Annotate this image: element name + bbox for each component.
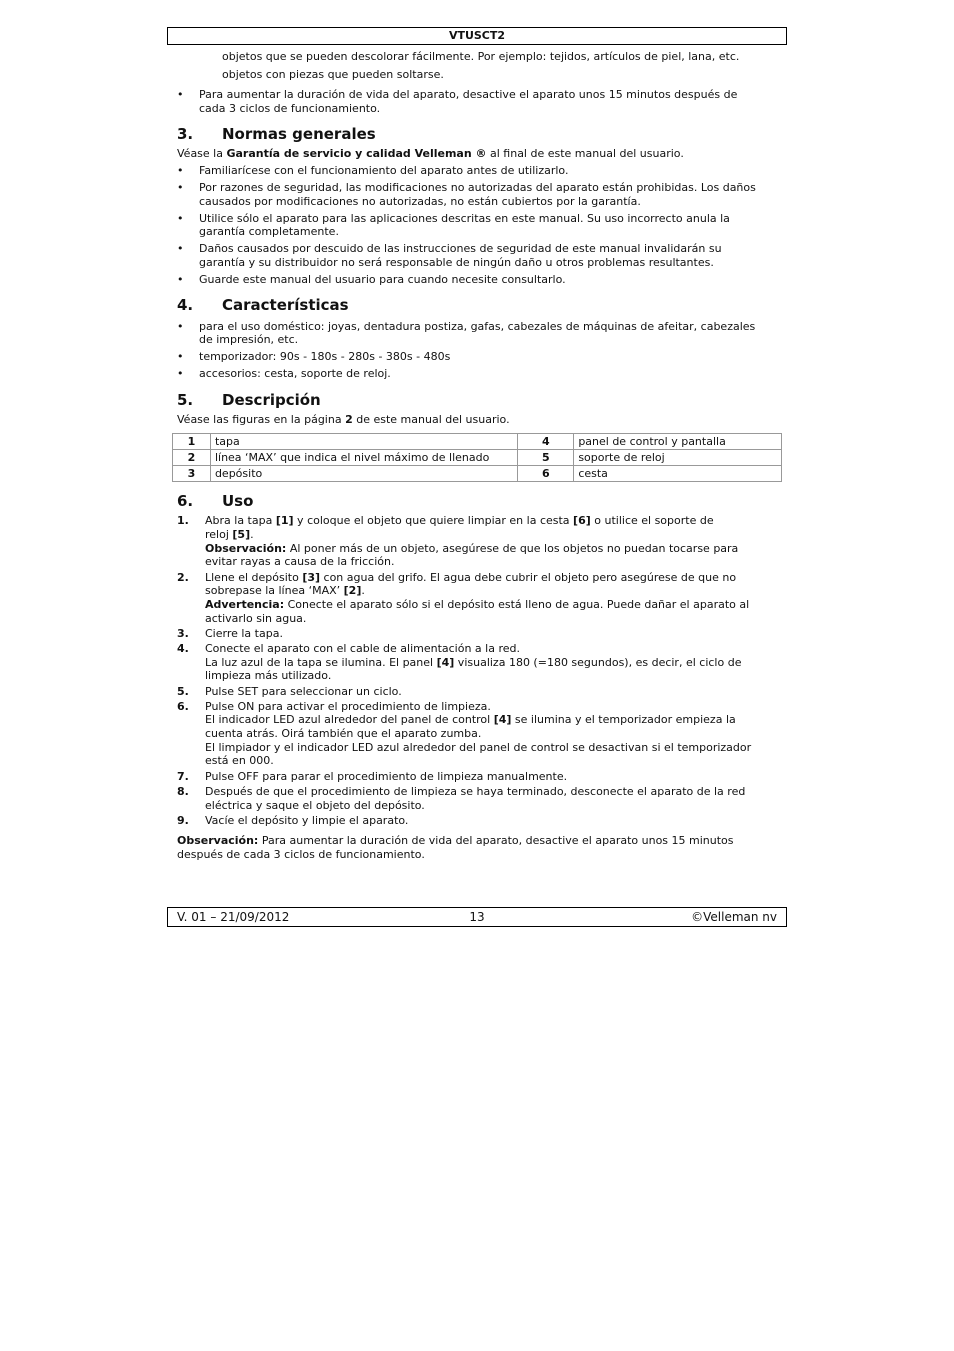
- footer: [167, 907, 787, 927]
- ref-bold: Garantía de servicio y calidad Velleman ®: [226, 147, 487, 160]
- s3-bullet-5: Guarde este manual del usuario para cuando necesite consultarlo.: [199, 273, 566, 286]
- step-4-line-3: limpieza más utilizado.: [205, 669, 332, 682]
- step-number: 5.: [177, 685, 189, 698]
- intro-bullet-line-2: cada 3 ciclos de funcionamiento.: [199, 102, 381, 115]
- part-name: panel de control y pantalla: [574, 434, 782, 450]
- s4-bullet-1-line-1: para el uso doméstico: joyas, dentadura postiza, gafas, cabezales de máquinas de afeitar, cabezales: [199, 320, 756, 333]
- bullet-marker: •: [177, 350, 184, 363]
- part-number: 6: [518, 466, 574, 482]
- ref-text: al final de este manual del usuario.: [486, 147, 684, 160]
- step-number: 7.: [177, 770, 189, 783]
- step-4-line-2: La luz azul de la tapa se ilumina. El panel [4] visualiza 180 (=180 segundos), es decir, el ciclo de: [205, 656, 742, 669]
- s3-bullet-4-line-2: garantía y su distribuidor no será responsable de ningún daño u otros problemas resultantes.: [199, 256, 714, 269]
- bullet-marker: •: [177, 88, 184, 101]
- step-2-warning-line-2: activarlo sin agua.: [205, 612, 307, 625]
- s3-bullet-2-line-2: causados por modificaciones no autorizadas, no están cubiertos por la garantía.: [199, 195, 641, 208]
- step-2-line-2: sobrepase la línea ‘MAX’ [2].: [205, 584, 365, 597]
- table-row: [173, 450, 782, 466]
- part-name: tapa: [210, 434, 517, 450]
- s3-bullet-1: Familiarícese con el funcionamiento del aparato antes de utilizarlo.: [199, 164, 569, 177]
- intro-line-1: objetos que se pueden descolorar fácilmente. Por ejemplo: tejidos, artículos de piel, lana, etc.: [222, 50, 740, 63]
- bullet-marker: •: [177, 181, 184, 194]
- step-number: 1.: [177, 514, 189, 527]
- section-3-reference: [177, 147, 777, 161]
- ref-bold: 2: [345, 413, 353, 426]
- section-number: 6.: [177, 492, 194, 510]
- section-5-reference: [177, 413, 777, 427]
- step-4-line-1: Conecte el aparato con el cable de alimentación a la red.: [205, 642, 520, 655]
- ref-text: Véase las figuras en la página: [177, 413, 346, 426]
- bullet-marker: •: [177, 320, 184, 333]
- step-1-line-1: Abra la tapa [1] y coloque el objeto que quiere limpiar en la cesta [6] o utilice el soporte de: [205, 514, 714, 527]
- section-title: Normas generales: [222, 125, 376, 143]
- bullet-marker: •: [177, 367, 184, 380]
- section-number: 4.: [177, 296, 194, 314]
- intro-line-2: objetos con piezas que pueden soltarse.: [222, 68, 444, 81]
- section-title: Características: [222, 296, 349, 314]
- section-number: 3.: [177, 125, 194, 143]
- s4-bullet-3: accesorios: cesta, soporte de reloj.: [199, 367, 391, 380]
- step-2-warning: Advertencia: Conecte el aparato sólo si el depósito está lleno de agua. Puede dañar el aparato al: [205, 598, 750, 611]
- step-5: Pulse SET para seleccionar un ciclo.: [205, 685, 402, 698]
- ref-text: Véase la: [177, 147, 227, 160]
- part-number: 5: [518, 450, 574, 466]
- part-number: 3: [173, 466, 211, 482]
- s3-bullet-4-line-1: Daños causados por descuido de las instrucciones de seguridad de este manual invalidarán su: [199, 242, 722, 255]
- final-note-line-1: Observación: Para aumentar la duración de vida del aparato, desactive el aparato unos 15 minutos: [177, 834, 734, 847]
- s4-bullet-1-line-2: de impresión, etc.: [199, 333, 299, 346]
- step-8-line-1: Después de que el procedimiento de limpieza se haya terminado, desconecte el aparato de la red: [205, 785, 746, 798]
- s4-bullet-2: temporizador: 90s - 180s - 280s - 380s - 480s: [199, 350, 451, 363]
- step-1-note-line-2: evitar rayas a causa de la fricción.: [205, 555, 395, 568]
- part-name: soporte de reloj: [574, 450, 782, 466]
- step-9: Vacíe el depósito y limpie el aparato.: [205, 814, 409, 827]
- part-number: 2: [173, 450, 211, 466]
- section-title: Descripción: [222, 391, 321, 409]
- parts-table: [172, 433, 782, 482]
- ref-text: de este manual del usuario.: [352, 413, 510, 426]
- step-6-line-2: El indicador LED azul alrededor del panel de control [4] se ilumina y el temporizador empieza la: [205, 713, 736, 726]
- step-6-line-1: Pulse ON para activar el procedimiento de limpieza.: [205, 700, 491, 713]
- footer-page-number: 13: [469, 910, 485, 924]
- step-number: 2.: [177, 571, 189, 584]
- footer-version: V. 01 – 21/09/2012: [177, 910, 290, 924]
- step-number: 6.: [177, 700, 189, 713]
- section-5-heading: [177, 391, 321, 409]
- table-row: [173, 466, 782, 482]
- step-6-line-4: El limpiador y el indicador LED azul alrededor del panel de control se desactivan si el temporizador: [205, 741, 752, 754]
- part-name: depósito: [210, 466, 517, 482]
- step-6-line-3: cuenta atrás. Oirá también que el aparato zumba.: [205, 727, 482, 740]
- step-8-line-2: eléctrica y saque el objeto del depósito.: [205, 799, 425, 812]
- footer-copyright: ©Velleman nv: [691, 910, 777, 924]
- section-6-heading: [177, 492, 253, 510]
- part-number: 1: [173, 434, 211, 450]
- section-number: 5.: [177, 391, 194, 409]
- section-3-heading: [177, 125, 376, 143]
- step-6-line-5: está en 000.: [205, 754, 274, 767]
- step-number: 4.: [177, 642, 189, 655]
- step-2-line-1: Llene el depósito [3] con agua del grifo. El agua debe cubrir el objeto pero asegúrese de que no: [205, 571, 737, 584]
- s3-bullet-3-line-2: garantía completamente.: [199, 225, 339, 238]
- bullet-marker: •: [177, 212, 184, 225]
- s3-bullet-2-line-1: Por razones de seguridad, las modificaciones no autorizadas del aparato están prohibidas. Los daños: [199, 181, 756, 194]
- part-name: línea ‘MAX’ que indica el nivel máximo de llenado: [210, 450, 517, 466]
- table-row: [173, 434, 782, 450]
- bullet-marker: •: [177, 242, 184, 255]
- header-model: VTUSCT2: [167, 27, 787, 45]
- step-number: 8.: [177, 785, 189, 798]
- final-note-line-2: después de cada 3 ciclos de funcionamiento.: [177, 848, 425, 861]
- step-1-line-2: reloj [5].: [205, 528, 254, 541]
- section-4-heading: [177, 296, 349, 314]
- step-7: Pulse OFF para parar el procedimiento de limpieza manualmente.: [205, 770, 568, 783]
- step-number: 9.: [177, 814, 189, 827]
- part-name: cesta: [574, 466, 782, 482]
- intro-bullet-line-1: Para aumentar la duración de vida del aparato, desactive el aparato unos 15 minutos después de: [199, 88, 738, 101]
- step-3: Cierre la tapa.: [205, 627, 283, 640]
- bullet-marker: •: [177, 164, 184, 177]
- section-title: Uso: [222, 492, 254, 510]
- bullet-marker: •: [177, 273, 184, 286]
- step-1-note: Observación: Al poner más de un objeto, asegúrese de que los objetos no puedan tocarse para: [205, 542, 739, 555]
- step-number: 3.: [177, 627, 189, 640]
- s3-bullet-3-line-1: Utilice sólo el aparato para las aplicaciones descritas en este manual. Su uso incorrecto anula la: [199, 212, 730, 225]
- part-number: 4: [518, 434, 574, 450]
